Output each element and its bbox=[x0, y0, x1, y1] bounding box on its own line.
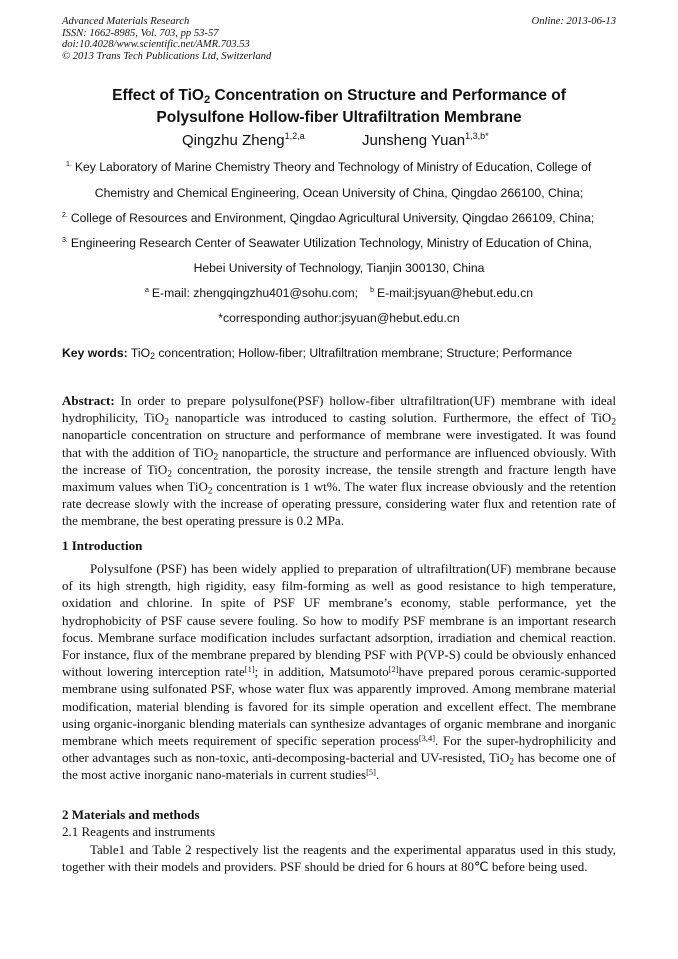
paper-title-line-2: Polysulfone Hollow-fiber Ultrafiltration Membrane bbox=[156, 109, 522, 126]
journal-doi: doi:10.4028/www.scientific.net/AMR.703.53 bbox=[62, 39, 250, 51]
subsection-heading-reagents: 2.1 Reagents and instruments bbox=[62, 824, 216, 839]
corresponding-author: *corresponding author:jsyuan@hebut.edu.cn bbox=[218, 311, 460, 325]
affiliation-2: $^{2.}$ College of Resources and Environment, Qingdao Agricultural University, Qingdao 266109, China; bbox=[62, 211, 595, 225]
journal-copyright: © 2013 Trans Tech Publications Ltd, Switzerland bbox=[62, 50, 272, 62]
journal-header bbox=[62, 16, 616, 62]
section-heading-introduction: 1 Introduction bbox=[62, 538, 143, 553]
section-heading-methods: 2 Materials and methods bbox=[62, 807, 200, 822]
keywords: Key words: TiO$_2$ concentration; Hollow-fiber; Ultrafiltration membrane; Structure; Performance bbox=[62, 346, 573, 362]
affiliation-3-cont: Hebei University of Technology, Tianjin 300130, China bbox=[193, 261, 485, 275]
introduction-text: Polysulfone (PSF) has been widely applied to preparation of ultrafiltration(UF) membrane because of its high strength, high rigidity, easy film-forming as well as good resistance to high temperature, oxidation and chlorine. In spite of PSF UF membrane’s economy, stable performance, yet the hydrophobicity of PSF cause severe fouling. So how to modify PSF membrane is an important research focus. Membrane surface modification includes surfactant adsorption, irradiation and chemical reaction. For instance, flux of the membrane prepared by blending PSF with P(VP-S) could be obviously enhanced without lowering interception rate[1]; in addition, Matsumoto[2]have prepared porous ceramic-supported membrane using sulfonated PSF, whose water flux was apparently improved. Among membrane material modification, material blending is favored for its simple operation and excellent effect. The membrane using organic-inorganic blending materials can synthesize advantages of organic membrane and inorganic membrane which meets requirement of specific seperation process[3,4]. For the super-hydrophilicity and other advantages such as non-toxic, anti-decomposing-bacterial and UV-resisted, TiO$_2$ has become one of the most active inorganic nano-materials in current studies[5]. bbox=[62, 561, 616, 783]
journal-name: Advanced Materials Research bbox=[62, 16, 190, 27]
methods-text: Table1 and Table 2 respectively list the reagents and the experimental apparatus used in this study, together with their models and providers. PSF should be dried for 6 hours at 80℃ before being used. bbox=[62, 842, 616, 875]
online-date: Online: 2013-06-13 bbox=[531, 16, 616, 27]
author-1: Qingzhu Zheng$^{1,2,a}$ bbox=[182, 131, 305, 149]
author-emails: $^a$ E-mail: zhengqingzhu401@sohu.com; $^b$ E-mail:jsyuan@hebut.edu.cn bbox=[145, 286, 533, 300]
paper-title-line-1: Effect of TiO$_2$ Concentration on Structure and Performance of bbox=[112, 87, 566, 106]
affiliation-1-cont: Chemistry and Chemical Engineering, Ocean University of China, Qingdao 266100, China; bbox=[94, 186, 584, 200]
journal-issn: ISSN: 1662-8985, Vol. 703, pp 53-57 bbox=[62, 27, 219, 39]
affiliation-1: $^{1.}$ Key Laboratory of Marine Chemistry Theory and Technology of Ministry of Education, College of bbox=[66, 160, 592, 174]
author-2: Junsheng Yuan$^{1,3,b*}$ bbox=[362, 131, 489, 149]
author-list bbox=[0, 131, 678, 151]
abstract-label: Abstract: bbox=[62, 393, 115, 408]
abstract: Abstract: In order to prepare polysulfone(PSF) hollow-fiber ultrafiltration(UF) membrane with ideal hydrophilicity, TiO$_2$ nanoparticle was introduced to casting solution. Furthermore, the effect of TiO$_2$ nanoparticle concentration on structure and performance of membrane were investigated. It was found that with the addition of TiO$_2$ nanoparticle, the structure and performance are influenced obviously. With the increase of TiO$_2$ concentration, the porosity increase, the tensile strength and fracture length have maximum values when TiO$_2$ concentration is 1 wt%. The water flux increase obviously and the retention rate decrease slowly with the increase of operating pressure, considering water flux and retention rate of the membrane, the best operating pressure is 0.2 MPa. bbox=[62, 393, 617, 529]
affiliation-3: $^{3.}$ Engineering Research Center of Seawater Utilization Technology, Ministry of Education of China, bbox=[62, 236, 593, 250]
